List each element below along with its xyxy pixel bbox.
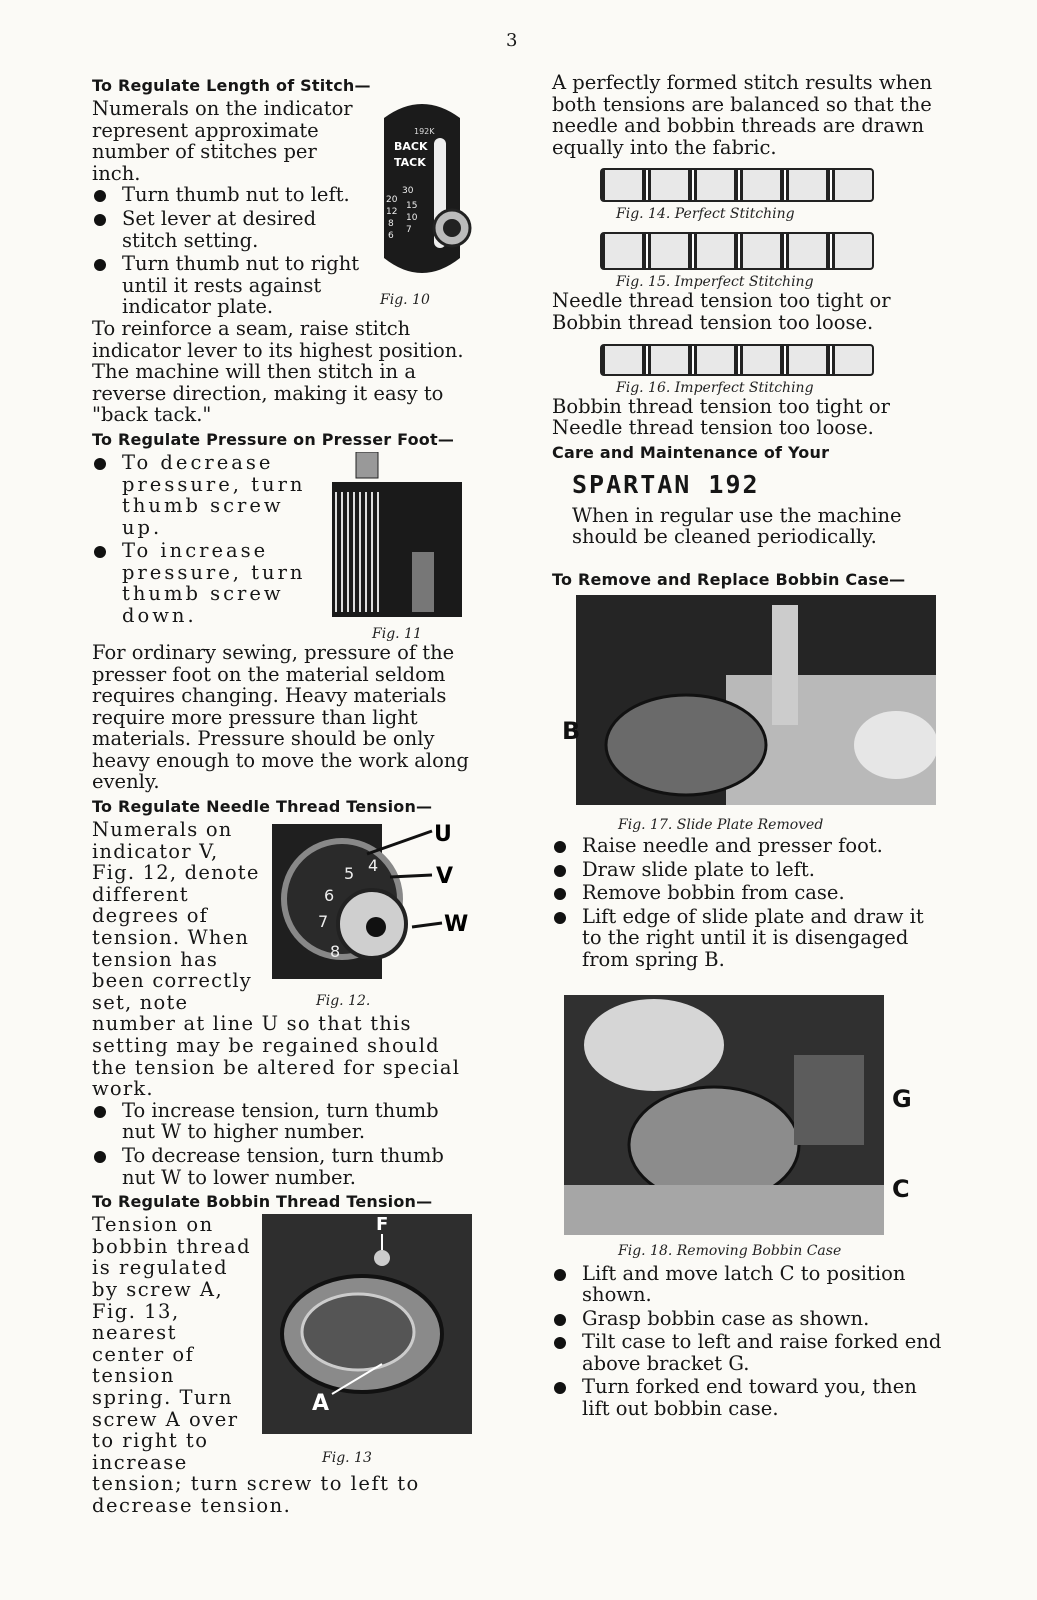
svg-text:30: 30 xyxy=(402,186,414,196)
svg-text:7: 7 xyxy=(318,912,329,932)
label-a: A xyxy=(312,1391,330,1417)
remove-bullet: Draw slide plate to left. xyxy=(552,859,944,881)
svg-text:8: 8 xyxy=(388,219,394,229)
balance-text: A perfectly formed stitch results when both tensions are balanced so that the needle and bobbin threads are drawn equally into the fabric. xyxy=(552,71,933,159)
svg-text:TACK: TACK xyxy=(394,156,426,169)
label-f: F xyxy=(376,1214,389,1236)
svg-text:20: 20 xyxy=(386,195,398,205)
svg-text:10: 10 xyxy=(406,213,418,223)
fig-17 xyxy=(552,595,944,835)
fig-10-caption: Fig. 10 xyxy=(380,292,430,308)
fig-12-caption: Fig. 12. xyxy=(316,993,371,1010)
fig-18 xyxy=(552,995,944,1263)
fig-15-stitch-chain xyxy=(600,232,874,270)
fig-13 xyxy=(262,1214,472,1466)
pressure-bullet: To decrease pressure, turn thumb screw up. xyxy=(92,452,472,538)
left-column xyxy=(92,72,472,1516)
page-number: 3 xyxy=(506,30,518,51)
label-g: G xyxy=(892,1084,912,1113)
fig-16-stitch-chain xyxy=(600,344,874,376)
svg-text:5: 5 xyxy=(344,864,355,884)
fig-14-stitch-chain xyxy=(600,168,874,202)
stitch-bullet: Turn thumb nut to right until it rests against indicator plate. xyxy=(92,253,472,318)
svg-text:6: 6 xyxy=(388,231,394,241)
bobbin-case-bullet: Lift and move latch C to position shown. xyxy=(552,1263,944,1306)
fig-18-caption: Fig. 18. Removing Bobbin Case xyxy=(618,1242,842,1259)
care-text: When in regular use the machine should be cleaned periodically. xyxy=(572,503,902,549)
svg-text:4: 4 xyxy=(368,856,379,876)
slide-plate-photo xyxy=(576,595,936,805)
needle-text: Numerals on indicator V, Fig. 12, denote different degrees of tension. When tension has been correctly set, note number at line U so that this setting may be regained should the tension be altered for special work. xyxy=(92,818,461,1101)
brand-name: SPARTAN 192 xyxy=(572,469,760,499)
fig-15-caption: Fig. 15. Imperfect Stitching xyxy=(616,274,814,291)
bobbin-removal-photo xyxy=(564,995,884,1235)
pressure-text: For ordinary sewing, pressure of the presser foot on the material seldom requires changing. Heavy materials require more pressure than light materials. Pressure should be only heavy enough to move the work along evenly. xyxy=(92,640,469,794)
care-heading: Care and Maintenance of Your xyxy=(552,442,830,462)
fig-13-caption: Fig. 13 xyxy=(322,1450,372,1467)
needle-bullet: To increase tension, turn thumb nut W to higher number. xyxy=(92,1100,472,1143)
svg-text:15: 15 xyxy=(406,201,418,211)
needle-heading: To Regulate Needle Thread Tension— xyxy=(92,797,433,817)
stitch-bullet: Turn thumb nut to left. xyxy=(92,184,472,206)
svg-text:12: 12 xyxy=(386,207,398,217)
fig-14-caption: Fig. 14. Perfect Stitching xyxy=(616,206,795,223)
bobbin-case-bullet: Tilt case to left and raise forked end above bracket G. xyxy=(552,1331,944,1374)
needle-bullet: To decrease tension, turn thumb nut W to lower number. xyxy=(92,1145,472,1188)
bobbin-tension-figure xyxy=(262,1214,472,1434)
bobbin-case-bullet: Turn forked end toward you, then lift out bobbin case. xyxy=(552,1376,944,1419)
model-number: 192K xyxy=(414,127,435,136)
stitch-intro: Numerals on the indicator represent approximate number of stitches per inch. xyxy=(92,97,353,185)
remove-bullet: Raise needle and presser foot. xyxy=(552,835,944,857)
remove-bullet: Remove bobbin from case. xyxy=(552,882,944,904)
svg-text:8: 8 xyxy=(330,942,341,962)
stitch-bullet: Set lever at desired stitch setting. xyxy=(92,208,472,251)
fig-16-caption: Fig. 16. Imperfect Stitching xyxy=(616,379,814,396)
fig-12 xyxy=(272,819,472,1009)
label-v: V xyxy=(436,864,454,890)
reinforce-text: To reinforce a seam, raise stitch indicator lever to its highest position. The machine will then stitch in a reverse direction, making it easy to "back tack." xyxy=(92,316,464,427)
fig-15-text: Needle thread tension too tight or Bobbin thread tension too loose. xyxy=(552,289,891,334)
bobbin-heading: To Regulate Bobbin Thread Tension— xyxy=(92,1192,433,1212)
pressure-bullet: To increase pressure, turn thumb screw down. xyxy=(92,540,472,626)
label-b: B xyxy=(562,716,581,745)
bobbin-case-bullet: Grasp bobbin case as shown. xyxy=(552,1308,944,1330)
bobbin-text: Tension on bobbin thread is regulated by screw A, Fig. 13, nearest center of tension spring. Turn screw A over to right to increase tension; turn screw to left to decrease tension. xyxy=(92,1213,420,1517)
stitch-heading: To Regulate Length of Stitch— xyxy=(92,76,371,95)
svg-text:BACK: BACK xyxy=(394,140,428,153)
tension-dial-figure xyxy=(272,819,472,984)
svg-text:7: 7 xyxy=(406,225,412,235)
remove-bullet: Lift edge of slide plate and draw it to the right until it is disengaged from spring B. xyxy=(552,906,944,971)
svg-text:6: 6 xyxy=(324,886,335,906)
fig-16-text: Bobbin thread tension too tight or Needle thread tension too loose. xyxy=(552,394,890,440)
pressure-heading: To Regulate Pressure on Presser Foot— xyxy=(92,429,455,449)
right-column xyxy=(552,72,944,1420)
label-u: U xyxy=(434,822,452,848)
remove-heading: To Remove and Replace Bobbin Case— xyxy=(552,569,906,589)
label-c: C xyxy=(892,1174,910,1203)
fig-11-caption: Fig. 11 xyxy=(372,625,422,642)
fig-17-caption: Fig. 17. Slide Plate Removed xyxy=(618,816,824,833)
label-w: W xyxy=(444,912,469,938)
